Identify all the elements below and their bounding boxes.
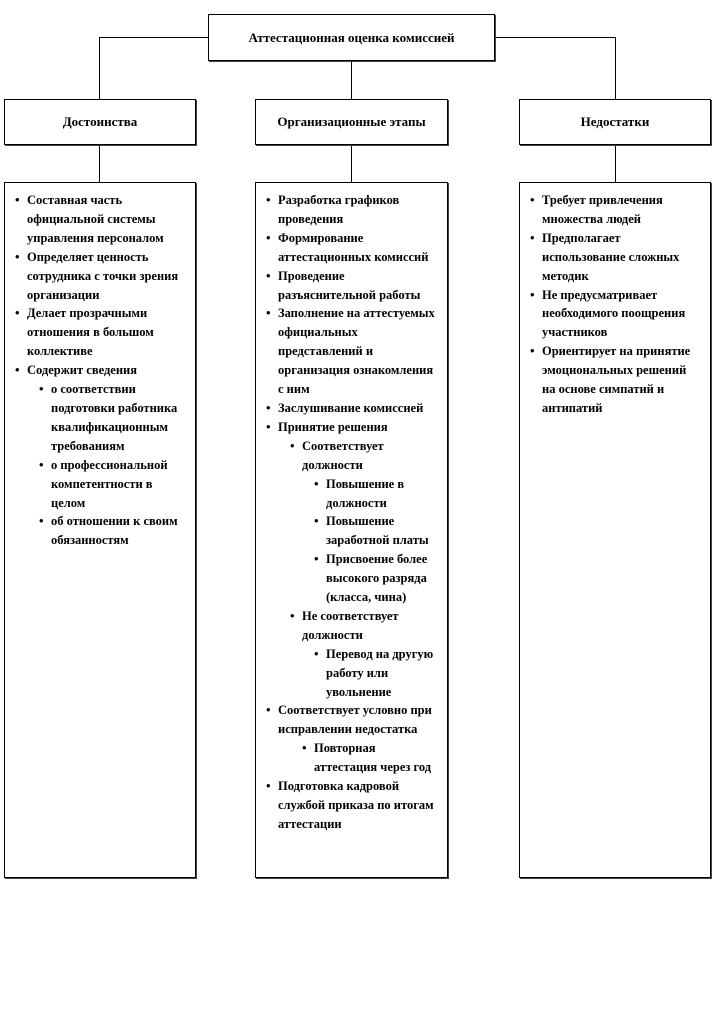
sub-sub-list-item: • Повышение в должности: [314, 475, 439, 513]
header-disadvantages-text: Недостатки: [580, 114, 650, 129]
sub-list-item-text: Не соответствует должности: [302, 608, 399, 642]
list-item: • Не предусматривает необходимого поощрения участников: [530, 286, 702, 343]
sublist: [278, 437, 439, 702]
list-item: [15, 361, 187, 550]
list-item: • Делает прозрачными отношения в большом коллективе: [15, 304, 187, 361]
list-item: • Проведение разъяснительной работы: [266, 267, 439, 305]
sub-sub-list-item: • Повышение заработной платы: [314, 512, 439, 550]
advantages-list: [15, 191, 187, 550]
sublist: [278, 739, 439, 777]
disadvantages-list: [530, 191, 702, 418]
connector-top-right-h: [494, 37, 615, 38]
connector-middle-v: [351, 145, 352, 182]
list-item: • Составная часть официальной системы управления персоналом: [15, 191, 187, 248]
org-stages-list: [266, 191, 439, 834]
sub-list-item-text: Соответствует должности: [302, 438, 384, 472]
connector-top-left-v: [99, 37, 100, 99]
sub-sub-list-item: • Перевод на другую работу или увольнение: [314, 645, 439, 702]
title-box: [208, 14, 495, 61]
header-org-stages-text: Организационные этапы: [277, 114, 426, 129]
sublist-level-3: [302, 645, 439, 702]
org-stages-list-box: [255, 182, 448, 878]
connector-top-center-v: [351, 60, 352, 99]
list-item: • Ориентирует на принятие эмоциональных решений на основе симпатий и антипатий: [530, 342, 702, 418]
list-item: [266, 701, 439, 777]
sub-list-item: [290, 607, 439, 702]
sublist: [27, 380, 187, 550]
list-item: • Определяет ценность сотрудника с точки зрения организации: [15, 248, 187, 305]
list-item: • Разработка графиков проведения: [266, 191, 439, 229]
sub-list-item: • о соответствии подготовки работника квалификационным требованиям: [39, 380, 187, 456]
sub-sub-list-item: • Присвоение более высокого разряда (класса, чина): [314, 550, 439, 607]
header-disadvantages: [519, 99, 711, 145]
list-item-text: Принятие решения: [278, 419, 388, 434]
sub-list-item: [290, 437, 439, 607]
header-advantages: [4, 99, 196, 145]
list-item: [266, 418, 439, 702]
list-item-text: Соответствует условно при исправлении недостатка: [278, 703, 432, 737]
list-item: • Предполагает использование сложных методик: [530, 229, 702, 286]
title-text: Аттестационная оценка комиссией: [248, 29, 455, 45]
header-advantages-text: Достоинства: [62, 114, 138, 129]
sublist-level-3: [302, 475, 439, 607]
connector-right-v: [615, 145, 616, 182]
list-item-text: Содержит сведения: [27, 363, 137, 378]
connector-left-v: [99, 145, 100, 182]
list-item: • Подготовка кадровой службой приказа по итогам аттестации: [266, 777, 439, 834]
sub-list-item: • Повторная аттестация через год: [302, 739, 439, 777]
list-item: • Заполнение на аттестуемых официальных представлений и организация ознакомления с ним: [266, 304, 439, 399]
list-item: • Требует привлечения множества людей: [530, 191, 702, 229]
header-org-stages: [255, 99, 448, 145]
list-item: • Формирование аттестационных комиссий: [266, 229, 439, 267]
sub-list-item: • об отношении к своим обязанностям: [39, 512, 187, 550]
advantages-list-box: [4, 182, 196, 878]
list-item: • Заслушивание комиссией: [266, 399, 439, 418]
connector-top-left-h: [99, 37, 209, 38]
disadvantages-list-box: [519, 182, 711, 878]
sub-list-item: • о профессиональной компетентности в целом: [39, 456, 187, 513]
connector-top-right-v: [615, 37, 616, 99]
